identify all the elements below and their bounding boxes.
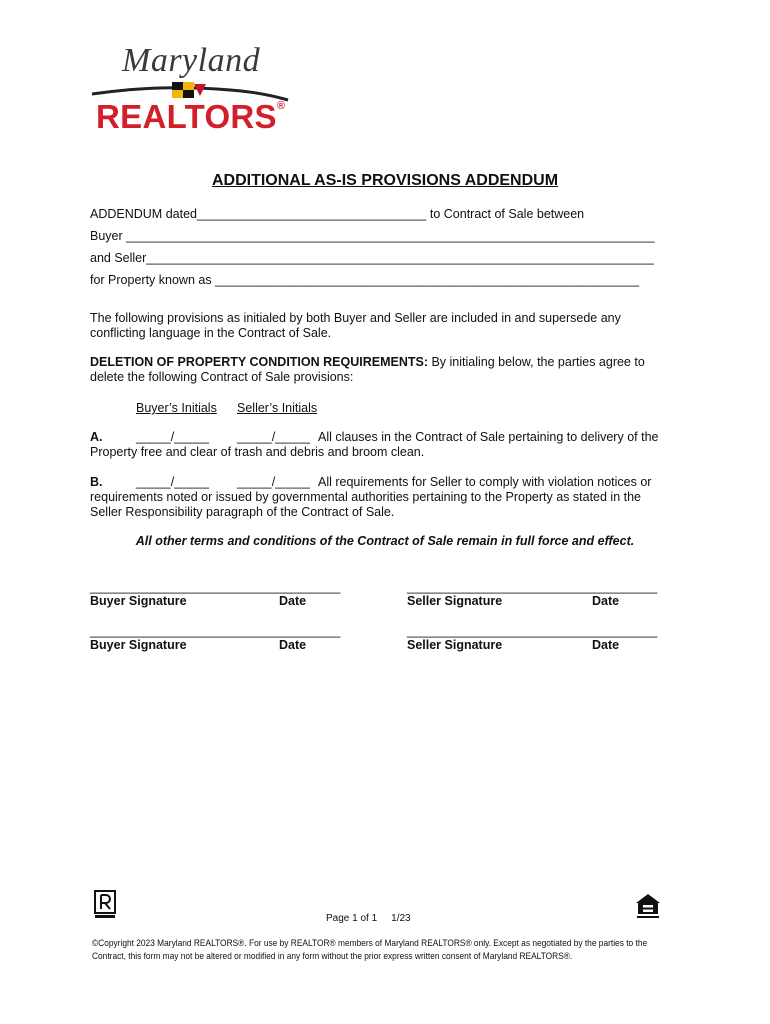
item-letter: B. xyxy=(90,475,103,489)
seller-signature-label: Seller Signature xyxy=(407,638,503,652)
page-number xyxy=(326,913,411,924)
seller-line: and Seller_________________________________________________________________________ xyxy=(90,251,654,265)
document-title: ADDITIONAL AS-IS PROVISIONS ADDENDUM xyxy=(211,172,559,189)
deletion-text: By initialing below, the parties agree to delete the following Contract of Sale provisions: xyxy=(90,355,645,384)
item-text-rest: requirements noted or issued by governmental authorities pertaining to the Property as stated in the Seller Responsibility paragraph of the Contract of Sale. xyxy=(90,490,642,519)
signature-rule: ____________________________________ xyxy=(407,580,658,594)
equal-housing-icon xyxy=(634,892,662,920)
buyer-initials-blank: _____/_____ xyxy=(136,430,209,444)
date-label: Date xyxy=(279,638,307,652)
buyer-initials-blank: _____/_____ xyxy=(136,475,209,489)
realtor-r-icon xyxy=(94,890,118,920)
item-text-first-line: All clauses in the Contract of Sale pertaining to delivery of the xyxy=(318,430,659,444)
signature-rule: ____________________________________ xyxy=(90,624,341,638)
buyer-signature-label: Buyer Signature xyxy=(90,594,187,608)
item-letter: A. xyxy=(90,430,103,444)
logo-wordmark xyxy=(96,98,285,136)
buyer-line: Buyer ____________________________________________________________________________ xyxy=(90,229,655,243)
closing-statement: All other terms and conditions of the Contract of Sale remain in full force and effect. xyxy=(135,534,635,548)
buyer-initials-header: Buyer’s Initials xyxy=(136,401,217,415)
seller-initials-header: Seller’s Initials xyxy=(237,401,318,415)
signature-rule: ____________________________________ xyxy=(90,580,341,594)
maryland-realtors-logo xyxy=(90,42,290,134)
copyright-footer: ©Copyright 2023 Maryland REALTORS®. For use by REALTOR® members of Maryland REALTORS® only. Except as negotiated by the parties to the Contract, this form may not be altered or modified in any form without the prior express written consent of Maryland REALTORS®. xyxy=(92,938,648,962)
deletion-paragraph xyxy=(90,355,670,385)
page-number-text: Page 1 of 1 xyxy=(326,913,378,924)
date-label: Date xyxy=(592,638,620,652)
logo-script-text: Maryland xyxy=(122,42,261,79)
property-line: for Property known as _____________________________________________________________ xyxy=(90,273,640,287)
intro-paragraph: The following provisions as initialed by both Buyer and Seller are included in and supersede any conflicting language in the Contract of Sale. xyxy=(90,311,621,340)
logo-registered-mark: ® xyxy=(276,100,286,112)
seller-signature-label: Seller Signature xyxy=(407,594,503,608)
deletion-heading: DELETION OF PROPERTY CONDITION REQUIREMENTS: xyxy=(90,355,428,369)
logo-word-text: REALTORS xyxy=(96,98,277,135)
revision-date: 1/23 xyxy=(391,913,411,924)
signature-rule: ____________________________________ xyxy=(407,624,658,638)
buyer-signature-label: Buyer Signature xyxy=(90,638,187,652)
date-label: Date xyxy=(279,594,307,608)
item-text-rest: Property free and clear of trash and debris and broom clean. xyxy=(90,445,425,459)
item-text-first-line: All requirements for Seller to comply with violation notices or xyxy=(318,475,652,489)
date-label: Date xyxy=(592,594,620,608)
addendum-date-line: ADDENDUM dated_________________________________ to Contract of Sale between xyxy=(90,207,585,221)
seller-initials-blank: _____/_____ xyxy=(237,430,310,444)
seller-initials-blank: _____/_____ xyxy=(237,475,310,489)
